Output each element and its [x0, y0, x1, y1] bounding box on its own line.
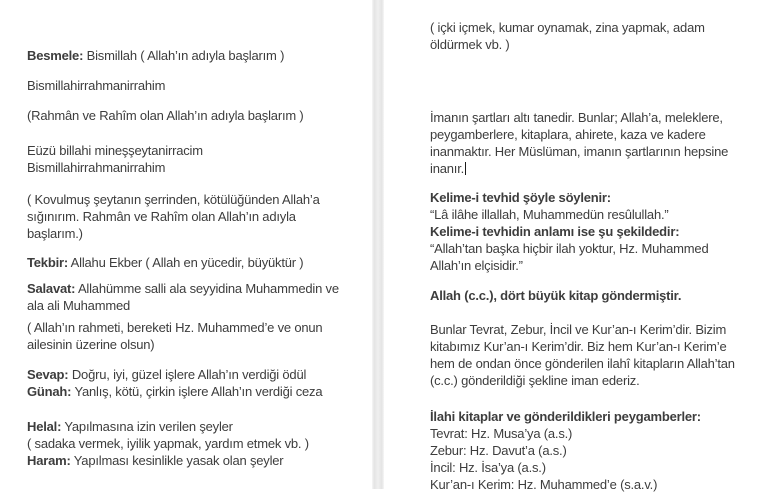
text-line: Bismillahirrahmanirrahim	[27, 78, 166, 93]
text-line: hem de ondan önce gönderilen ilahî kitapların Allah’tan	[430, 356, 735, 371]
text-line: peygamberlere, kitaplara, ahirete, kaza ve kadere	[430, 127, 706, 142]
paragraph-salavat	[27, 280, 363, 314]
text-line: Allah’ın elçisidir.”	[430, 258, 523, 273]
term-besmele-definition: Bismillah ( Allah’ın adıyla başlarım )	[83, 48, 285, 63]
term-besmele: Besmele:	[27, 48, 84, 63]
text-line: inanır.	[430, 161, 465, 176]
list-item-zebur: Zebur: Hz. Davut’a (a.s.)	[430, 443, 567, 458]
text-line: ailesinin üzerine olsun)	[27, 337, 155, 352]
text-line: (Rahmân ve Rahîm olan Allah’ın adıyla başlarım )	[27, 108, 304, 123]
paragraph-salavat-meaning	[27, 319, 363, 353]
paragraph-iman-sartlari	[430, 109, 756, 177]
heading-kelime-i-tevhid: Kelime-i tevhid şöyle söylenir:	[430, 190, 611, 205]
term-salavat: Salavat:	[27, 281, 76, 296]
text-line: Bismillahirrahmanirrahim	[27, 160, 166, 175]
term-haram-definition: Yapılması kesinlikle yasak olan şeyler	[70, 453, 284, 468]
term-helal: Helal:	[27, 419, 62, 434]
text-line: öldürmek vb. )	[430, 37, 510, 52]
list-item-kuran: Kur’an-ı Kerim: Hz. Muhammed’e (s.a.v.)	[430, 477, 658, 492]
term-haram: Haram:	[27, 453, 71, 468]
paragraph-haram-examples	[430, 19, 756, 53]
text-line: ( Allah’ın rahmeti, bereketi Hz. Muhammed’e ve onun	[27, 320, 323, 335]
paragraph-sevap-gunah	[27, 366, 363, 400]
text-line: ( içki içmek, kumar oynamak, zina yapmak, adam	[430, 20, 705, 35]
text-line: Eüzü billahi mineşşeytanirracim	[27, 143, 203, 158]
text-line: İmanın şartları altı tanedir. Bunlar; Allah’a, meleklere,	[430, 110, 723, 125]
text-line: “Allah’tan başka hiçbir ilah yoktur, Hz. Muhammed	[430, 241, 709, 256]
paragraph-euzu-meaning	[27, 191, 363, 242]
text-line: ( Kovulmuş şeytanın şerrinden, kötülüğünden Allah’a	[27, 192, 320, 207]
heading-kelime-i-tevhid-anlami: Kelime-i tevhidin anlamı ise şu şekildedir:	[430, 224, 680, 239]
term-gunah: Günah:	[27, 384, 72, 399]
text-line: Bunlar Tevrat, Zebur, İncil ve Kur’an-ı Kerim’dir. Bizim	[430, 322, 727, 337]
text-line: ( sadaka vermek, iyilik yapmak, yardım etmek vb. )	[27, 436, 309, 451]
text-caret	[465, 162, 466, 175]
paragraph-kelime-i-tevhid	[430, 189, 756, 274]
text-line: ala ali Muhammed	[27, 298, 131, 313]
page-gap-divider	[372, 0, 384, 489]
term-salavat-definition: Allahümme salli ala seyyidina Muhammedin ve	[75, 281, 339, 296]
document-page-right[interactable]	[430, 19, 756, 493]
text-line: (c.c.) gönderildiği şekline iman ederiz.	[430, 373, 640, 388]
paragraph-bismillah-meaning	[27, 107, 363, 124]
text-line: başlarım.)	[27, 226, 83, 241]
paragraph-bismillah	[27, 77, 363, 94]
term-tekbir: Tekbir:	[27, 255, 68, 270]
text-line: Allah (c.c.), dört büyük kitap göndermiştir.	[430, 288, 682, 303]
paragraph-tekbir	[27, 254, 363, 271]
paragraph-ilahi-kitaplar	[430, 408, 756, 493]
heading-ilahi-kitaplar: İlahi kitaplar ve gönderildikleri peygamberler:	[430, 409, 701, 424]
paragraph-besmele	[27, 47, 363, 64]
paragraph-helal-haram	[27, 418, 363, 469]
list-item-incil: İncil: Hz. İsa’ya (a.s.)	[430, 460, 546, 475]
term-tekbir-definition: Allahu Ekber ( Allah en yücedir, büyüktür )	[67, 255, 304, 270]
paragraph-euzu	[27, 142, 363, 176]
document-page-left[interactable]	[27, 47, 363, 469]
text-line: sığınırım. Rahmân ve Rahîm olan Allah’ın adıyla	[27, 209, 296, 224]
list-item-tevrat: Tevrat: Hz. Musa’ya (a.s.)	[430, 426, 573, 441]
heading-dort-kitap	[430, 287, 756, 304]
paragraph-dort-kitap-aciklama	[430, 321, 756, 389]
term-sevap-definition: Doğru, iyi, güzel işlere Allah’ın verdiği ödül	[68, 367, 307, 382]
term-gunah-definition: Yanlış, kötü, çirkin işlere Allah’ın verdiği ceza	[71, 384, 323, 399]
text-line: “Lâ ilâhe illallah, Muhammedün resûlullah.”	[430, 207, 669, 222]
text-line: inanmaktır. Her Müslüman, imanın şartlarının hepsine	[430, 144, 729, 159]
text-line: kitabımız Kur’an-ı Kerim’dir. Biz hem Kur’an-ı Kerim’e	[430, 339, 727, 354]
term-helal-definition: Yapılmasına izin verilen şeyler	[61, 419, 233, 434]
term-sevap: Sevap:	[27, 367, 69, 382]
